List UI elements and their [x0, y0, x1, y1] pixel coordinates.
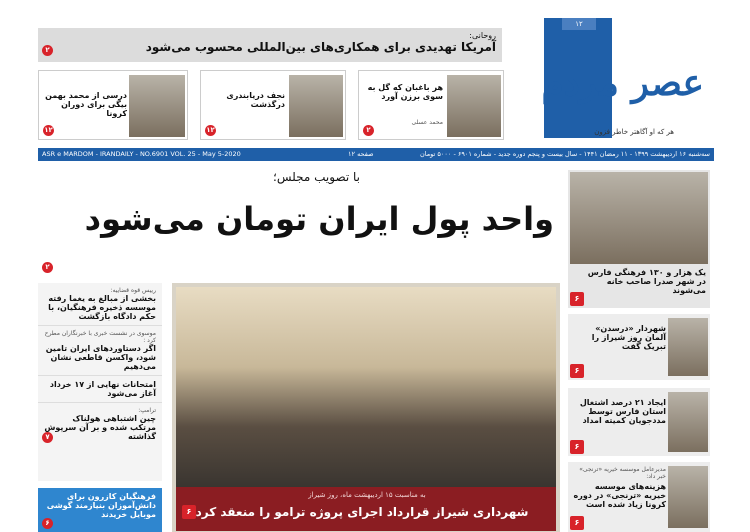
masthead-bar [38, 148, 714, 161]
right-news-item[interactable] [568, 314, 710, 380]
main-kicker: با تصویب مجلس؛ [273, 170, 360, 184]
right-news-photo [668, 466, 708, 528]
column-author: محمد عسلی [411, 119, 443, 126]
column-photo [129, 75, 185, 137]
center-caption: شهرداری شیراز قرارداد اجرای پروژه ترامو را منعقد کرد [195, 505, 529, 519]
right-news-text: یک هزار و ۱۳۰ فرهنگی فارس در شهر صدرا صاحب خانه می‌شوند [587, 268, 706, 295]
masthead-pages: ۱۲ صفحه [348, 150, 374, 158]
column-page: ۱۲ [44, 126, 53, 134]
right-news-photo [668, 318, 708, 376]
left-news-small: موسوی در نشست خبری با خبرنگاران مطرح کرد : [44, 330, 156, 344]
center-page: ۶ [182, 505, 196, 519]
column-card[interactable] [358, 70, 504, 140]
left-news-column [38, 283, 162, 481]
bottom-left-page: ۶ [42, 518, 53, 529]
left-news-item[interactable] [38, 283, 162, 326]
top-story-headline: آمریکا تهدیدی برای همکاری‌های بین‌المللی محسوب می‌شود [145, 40, 496, 54]
right-news-page: ۶ [570, 364, 584, 378]
column-card[interactable] [38, 70, 188, 140]
left-news-text: چین اشتباهی هولناک مرتکب شده و بر آن سرپوش گذاشته [44, 414, 156, 441]
top-story-kicker: روحانی: [469, 31, 496, 40]
top-story-page: ۲ [42, 45, 53, 56]
logo-block [541, 18, 714, 146]
column-text: هر باغبان که گل به سوی برزن آورد [367, 83, 443, 101]
left-news-item[interactable] [38, 326, 162, 376]
right-news-photo [570, 172, 708, 264]
center-photo [176, 287, 556, 487]
bottom-left-box[interactable] [38, 488, 162, 532]
page-badge: ۱۲ [562, 18, 596, 30]
left-news-small: ترامپ: [138, 407, 156, 414]
left-news-item[interactable] [38, 376, 162, 403]
right-news-text: هزینه‌های موسسه خیریه «ترنجی» در دوره کرونا زیاد شده است [573, 482, 666, 509]
left-news-text: اگر دستاوردهای ایران تامین شود، واکسن قاطعی نشان می‌دهیم [45, 344, 156, 371]
center-caption-kicker: به مناسبت ۱۵ اردیبهشت ماه، روز شیراز [308, 491, 426, 499]
main-page: ۲ [42, 262, 53, 273]
left-news-item[interactable] [38, 403, 162, 445]
right-news-item[interactable] [568, 170, 710, 308]
logo-wordmark: عصر مردم [541, 62, 704, 104]
main-headline[interactable]: واحد پول ایران تومان می‌شود [84, 200, 554, 238]
right-news-small: مدیرعامل موسسه خیریه «ترنجی» خبر داد: [579, 466, 666, 480]
right-news-text: شهردار «درسدن» آلمان روز شیراز را تبریک گفت [591, 324, 666, 351]
left-news-small: رییس قوه قضاییه: [110, 287, 156, 294]
left-news-text: بخشی از مبالغ به یغما رفته موسسه ذخیره فرهنگیان، با حکم دادگاه بازگشت [48, 294, 156, 321]
right-news-item[interactable] [568, 388, 710, 456]
column-card[interactable] [200, 70, 346, 140]
right-news-text: ایجاد ۲۱ درصد اشتغال استان فارس توسط مددجویان کمیته امداد [579, 398, 666, 425]
top-story[interactable] [38, 28, 502, 62]
left-news-text: امتحانات نهایی از ۱۷ خرداد آغاز می‌شود [49, 380, 156, 398]
right-news-page: ۶ [570, 516, 584, 530]
logo-tagline: هر که او آگاهتر خاطر فزون [594, 128, 674, 136]
column-text: درسی از محمد بهمن بیگی برای دوران کرونا [45, 91, 127, 118]
masthead-left: ASR e MARDOM - IRANDAILY - NO.6901 VOL. 25 - May 5-2020 [42, 150, 241, 158]
column-photo [289, 75, 343, 137]
right-news-page: ۶ [570, 292, 584, 306]
column-photo [447, 75, 501, 137]
column-page: ۲ [363, 125, 374, 136]
bottom-left-text: فرهنگیان کازرون برای دانش‌آموزان بنیازمند گوشی موبایل خریدند [46, 492, 156, 519]
right-news-photo [668, 392, 708, 452]
right-news-item[interactable] [568, 462, 710, 532]
column-page: ۱۲ [206, 126, 215, 134]
center-photo-box[interactable] [172, 283, 560, 532]
left-news-page: ۷ [42, 432, 53, 443]
right-news-page: ۶ [570, 440, 584, 454]
masthead-right: سه‌شنبه ۱۶ اردیبهشت ۱۳۹۹ - ۱۱ رمضان ۱۴۴۱ - سال بیست و پنجم دوره جدید - شماره ۶۹۰۱ - ۵۰۰۰ تومان [419, 150, 710, 158]
column-text: نجف دریابندری درگذشت [226, 91, 285, 109]
